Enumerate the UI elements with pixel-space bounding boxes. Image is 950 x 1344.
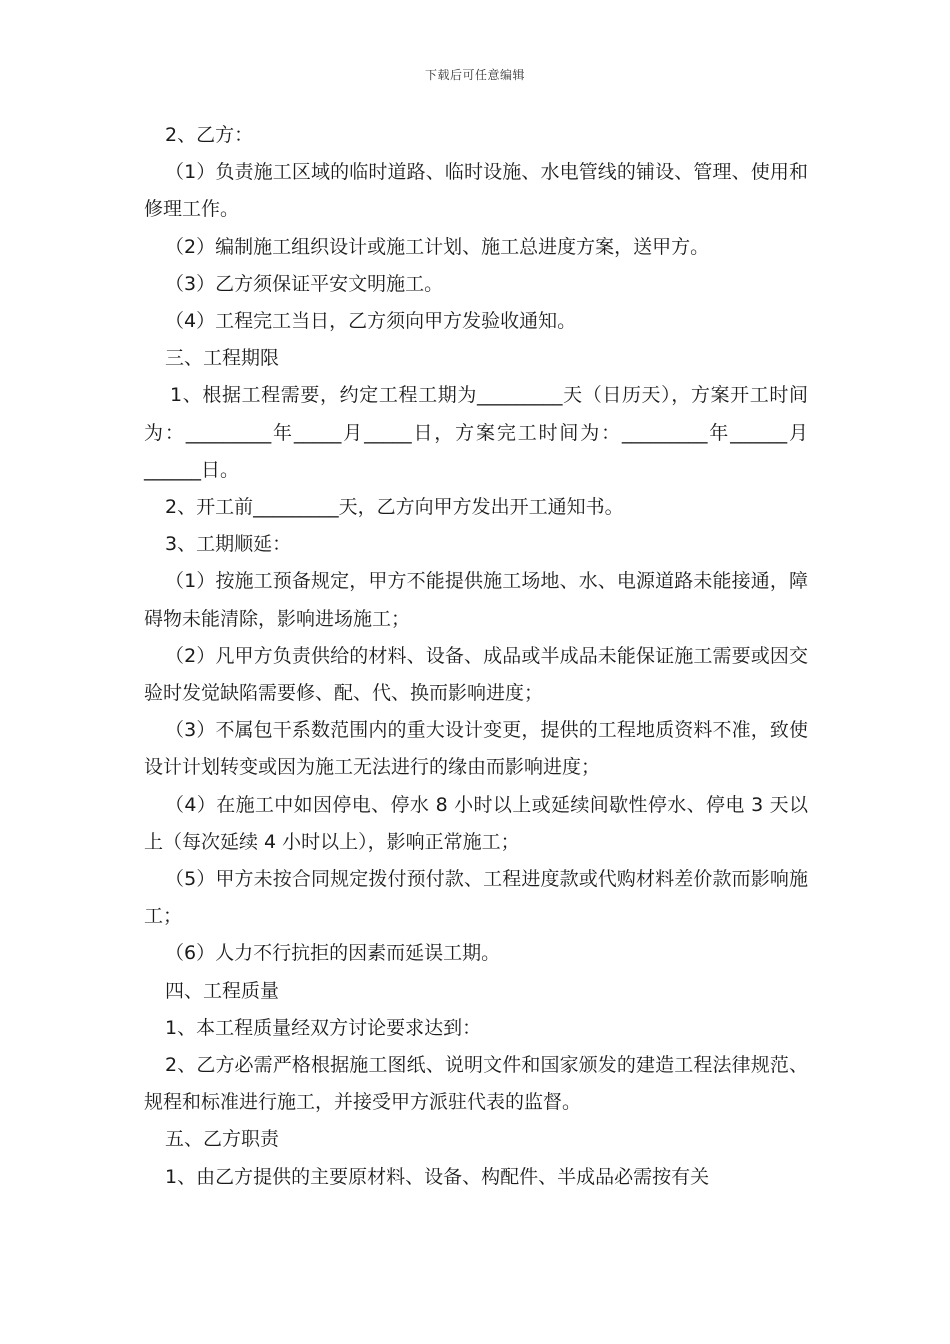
paragraph: （1）负责施工区域的临时道路、临时设施、水电管线的铺设、管理、使用和修理工作。 (144, 161, 808, 221)
paragraph: 1、本工程质量经双方讨论要求达到： (165, 1016, 482, 1039)
paragraph: （3）乙方须保证平安文明施工。 (165, 272, 444, 295)
paragraph: （6）人力不行抗拒的因素而延误工期。 (165, 942, 501, 965)
document-body (144, 117, 808, 1196)
paragraph: 3、工期顺延： (165, 533, 292, 556)
paragraph: 2、乙方： (165, 124, 254, 146)
page-header: 下载后可任意编辑 (424, 68, 525, 82)
paragraph: （2）凡甲方负责供给的材料、设备、成品或半成品未能保证施工需要或因交验时发觉缺陷需要修、配、代、换而影响进度； (144, 644, 808, 705)
paragraph: 2、开工前_________天，乙方向甲方发出开工通知书。 (165, 496, 624, 519)
paragraph: （3）不属包干系数范围内的重大设计变更，提供的工程地质资料不准，致使设计计划转变或因为施工无法进行的缘由而影响进度； (144, 719, 808, 779)
section-heading: 五、乙方职责 (165, 1128, 280, 1151)
paragraph: 1、由乙方提供的主要原材料、设备、构配件、半成品必需按有关 (165, 1165, 710, 1188)
paragraph: （2）编制施工组织设计或施工计划、施工总进度方案，送甲方。 (165, 235, 710, 258)
paragraph: （5）甲方未按合同规定拨付预付款、工程进度款或代购材料差价款而影响施工； (144, 868, 808, 928)
paragraph: （1）按施工预备规定，甲方不能提供施工场地、水、电源道路未能接通，障碍物未能清除，影响进场施工； (144, 570, 808, 630)
paragraph: （4）工程完工当日，乙方须向甲方发验收通知。 (165, 310, 577, 333)
section-heading: 三、工程期限 (165, 347, 280, 370)
paragraph: 2、乙方必需严格根据施工图纸、说明文件和国家颁发的建造工程法律规范、规程和标准进行施工，并接受甲方派驻代表的监督。 (144, 1054, 808, 1114)
paragraph: 1、根据工程需要，约定工程工期为_________天（日历天），方案开工时间为：_________年_____月_____日，方案完工时间为：_________年______月______日。 (144, 384, 808, 481)
section-heading: 四、工程质量 (165, 979, 280, 1002)
paragraph: （4）在施工中如因停电、停水 8 小时以上或延续间歇性停水、停电 3 天以上（每次延续 4 小时以上），影响正常施工； (144, 793, 808, 853)
